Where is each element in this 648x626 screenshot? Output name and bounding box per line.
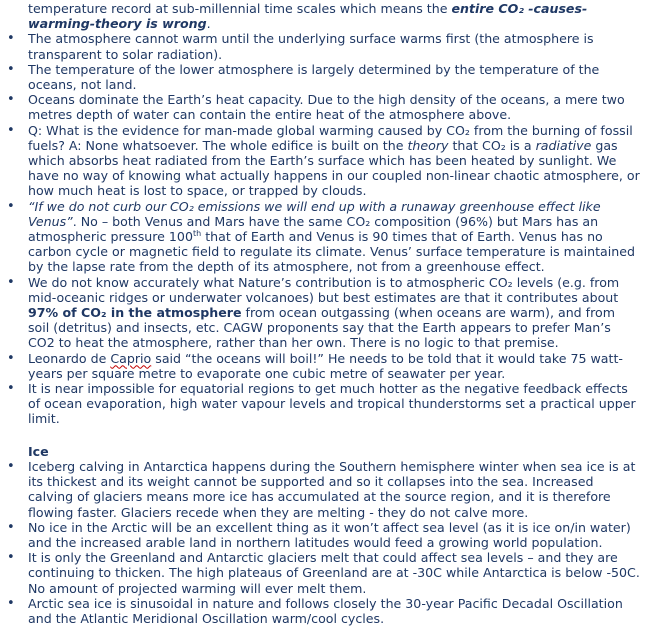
item-bold: 97% of CO₂ in the atmosphere — [28, 305, 242, 321]
spellcheck-word: Caprio — [110, 350, 152, 366]
item-italic: theory — [407, 137, 449, 153]
list-item — [6, 351, 640, 381]
bullet-list-main — [6, 31, 640, 426]
item-text: We do not know accurately what Nature’s contribution is to atmospheric CO₂ levels (e.g. from mid-oceanic ridges or underwater volcanoes) but best estimates are that it contributes about — [28, 274, 620, 305]
continued-text: temperature record at sub-millennial time scales which means the — [28, 1, 452, 16]
item-text: gas which absorbs heat radiated from the Earth’s surface which has been heated by sunlight. We have no way of knowing what actually happens in our coupled non-linear chaotic atmosphere, or how much heat is lost to space, or trapped by clouds. — [28, 137, 640, 199]
list-item: • Arctic sea ice is sinusoidal in nature and follows closely the 30-year Pacific Decadal Oscillation and the Atlantic Meridional Oscillation warm/cool cycles. — [6, 596, 640, 626]
list-item: • No ice in the Arctic will be an excellent thing as it won’t affect sea level (as it is ice on/in water) and the increased arable land in northern latitudes would feed a growing world population. — [6, 520, 640, 550]
continued-paragraph — [28, 1, 640, 31]
item-text: said “the oceans will boil!” He needs to be told that it would take 75 watt-years per square metre to evaporate one cubic metre of seawater per year. — [28, 350, 623, 381]
continued-text-end: . — [206, 16, 211, 32]
item-text: that of Earth and Venus is 90 times that of Earth. Venus has no carbon cycle or magnetic field to regulate its climate. Venus’ surface temperature is maintained by the lapse rate from the depth of its atmosphere, not from a greenhouse effect. — [28, 229, 636, 275]
item-italic: radiative — [535, 137, 592, 153]
list-item: • Iceberg calving in Antarctica happens during the Southern hemisphere winter when sea ice is at its thickest and its weight cannot be supported and so it collapses into the sea. Increased calving of glaciers means more ice has accumulated at the source region, and it is therefore flowing faster. Glaciers recede when they are melting - they do not calve more. — [6, 459, 640, 520]
emphasis-text: entire CO₂ -causes-warming-theory is wrong — [28, 1, 588, 32]
list-item — [6, 199, 640, 275]
ordinal-suffix: th — [192, 228, 202, 238]
item-quote: “If we do not curb our CO₂ emissions we will end up with a runaway greenhouse effect like Venus” — [28, 198, 601, 229]
section-gap — [6, 427, 640, 444]
list-item — [6, 275, 640, 351]
list-item: • It is near impossible for equatorial regions to get much hotter as the negative feedback effects of ocean evaporation, high water vapour levels and tropical thunderstorms set a practical upper limit. — [6, 381, 640, 427]
item-text: Leonardo de — [28, 350, 111, 366]
list-item: • The atmosphere cannot warm until the underlying surface warms first (the atmosphere is transparent to solar radiation). — [6, 31, 640, 61]
bullet-list-ice — [6, 459, 640, 626]
list-item: • Oceans dominate the Earth’s heat capacity. Due to the high density of the oceans, a mere two metres depth of water can contain the entire heat of the atmosphere above. — [6, 92, 640, 122]
list-item: • It is only the Greenland and Antarctic glaciers melt that could affect sea levels – and they are continuing to thicken. The high plateaus of Greenland are at -30C while Antarctica is below -50C. No amount of projected warming will ever melt them. — [6, 550, 640, 596]
item-text: that CO₂ is a — [448, 137, 536, 153]
item-text: . No – both Venus and Mars have the same CO₂ composition (96%) but Mars has an atmospheric pressure 100 — [28, 213, 599, 245]
section-heading-ice: Ice — [28, 443, 49, 459]
item-text: Q: What is the evidence for man-made global warming caused by CO₂ from the burning of fossil fuels? A: None whatsoever. The whole edifice is built on the — [28, 122, 633, 153]
list-item: • The temperature of the lower atmosphere is largely determined by the temperature of the oceans, not land. — [6, 62, 640, 92]
item-text: from ocean outgassing (when oceans are warm), and from soil (detritus) and insects, etc. CAGW proponents say that the Earth appears to prefer Man’s CO2 to heat the atmosphere, rather than her own. There is no logic to that premise. — [28, 305, 615, 351]
list-item — [6, 123, 640, 199]
